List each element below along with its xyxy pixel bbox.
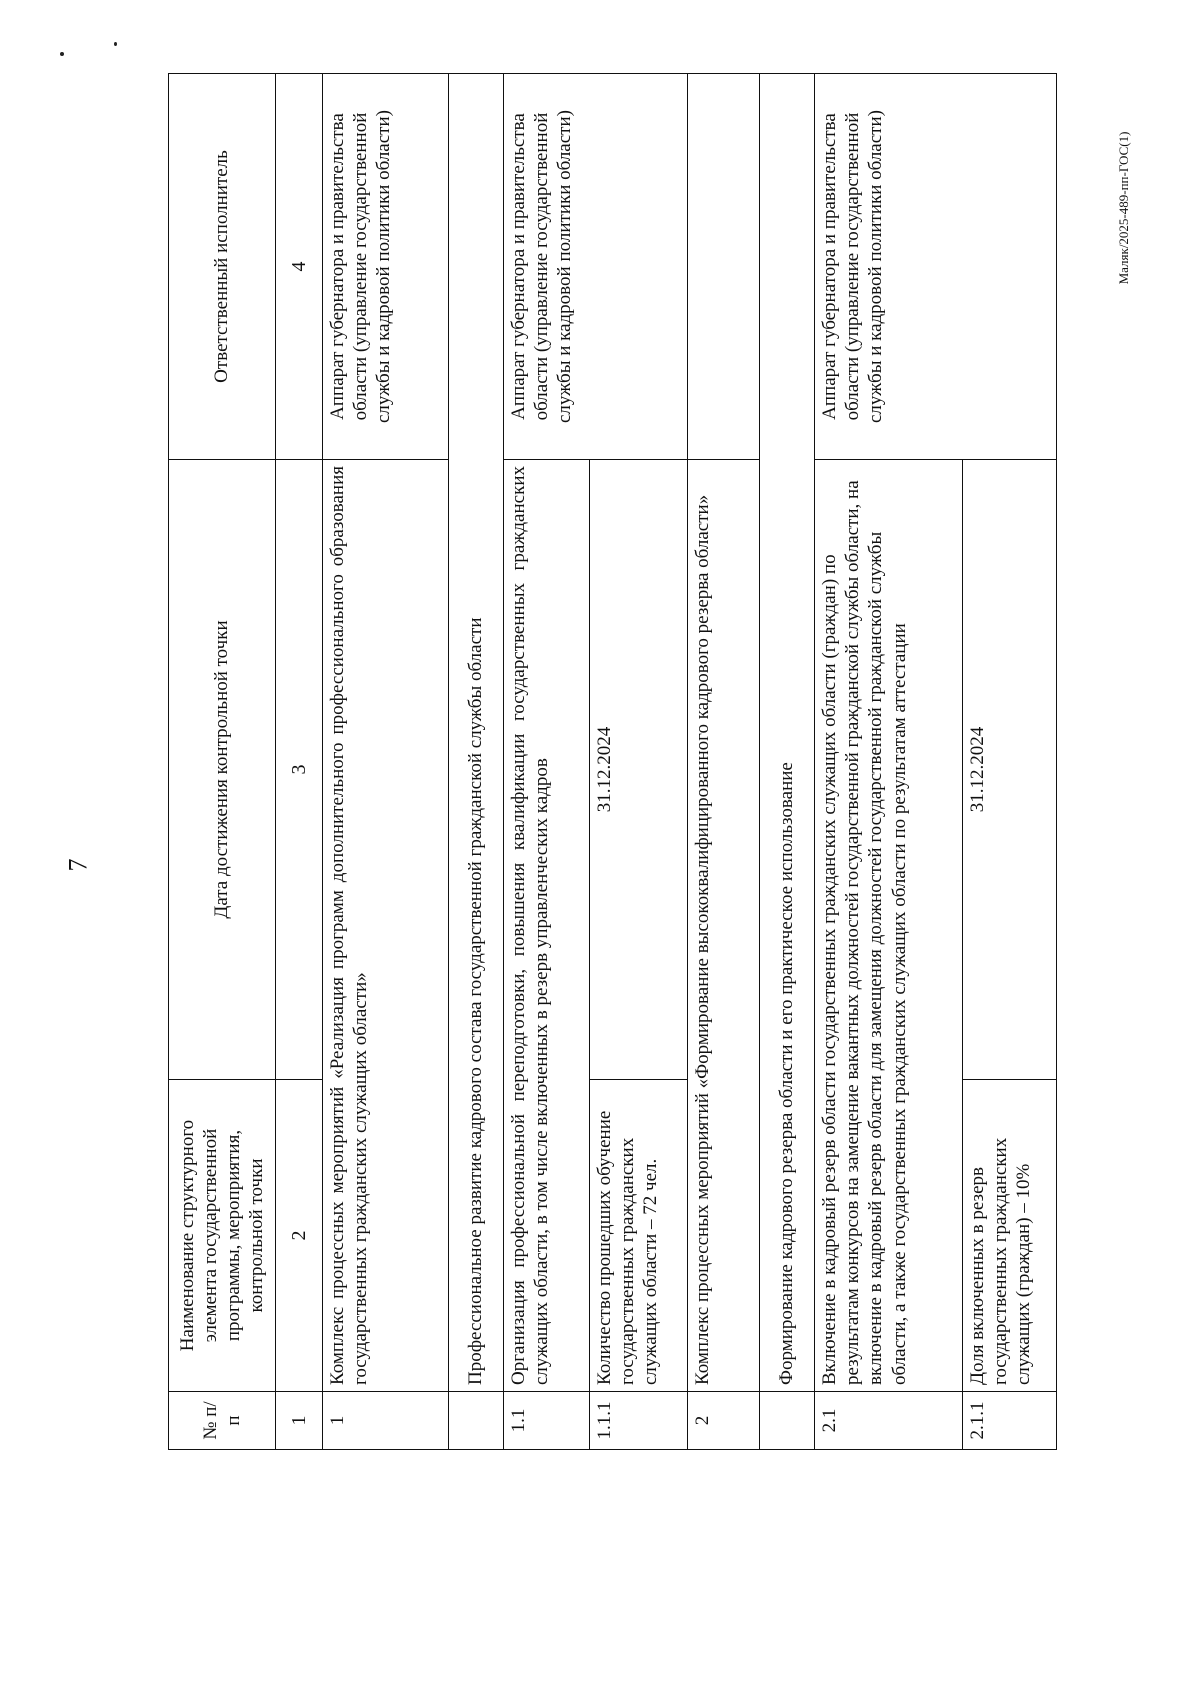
row-text: Включение в кадровый резерв области государственных гражданских служащих области (граждан) по результатам конкурсов на замещение вакантных должностей государственной гражданской службы области, на включение в кадровый резерв области для замещения должностей государственной гражданской службы области, а также государственных гражданских служащих области по результатам аттестации [815, 460, 963, 1392]
table-row [815, 74, 963, 1450]
row-executor-empty [688, 74, 760, 460]
header-num: № п/п [169, 1392, 276, 1450]
scan-speck [114, 42, 117, 46]
section-row [449, 74, 504, 1450]
control-points-table [168, 73, 1057, 1450]
section-title: Формирование кадрового резерва области и его практическое использование [760, 74, 815, 1392]
row-executor: Аппарат губернатора и правительства области (управление государственной службы и кадровой политики области) [504, 74, 688, 460]
column-number: 3 [276, 460, 323, 1080]
column-number: 1 [276, 1392, 323, 1450]
table-row [504, 74, 590, 1450]
section-empty-cell [760, 1392, 815, 1450]
page-number: 7 [63, 858, 93, 872]
row-number: 1.1 [504, 1392, 590, 1450]
row-number: 1 [323, 1392, 449, 1450]
row-number: 2.1.1 [963, 1392, 1057, 1450]
column-numbers-row [276, 74, 323, 1450]
row-executor: Аппарат губернатора и правительства области (управление государственной службы и кадровой политики области) [815, 74, 1057, 460]
scan-speck [60, 52, 64, 56]
column-number: 4 [276, 74, 323, 460]
row-number: 2 [688, 1392, 760, 1450]
control-point-date: 31.12.2024 [963, 460, 1057, 1080]
row-number: 1.1.1 [590, 1392, 688, 1450]
document-code-text: Маляк/2025-489-пп-ГОС(1) [1116, 131, 1131, 285]
section-row [760, 74, 815, 1450]
control-points-table-rotated [168, 74, 1035, 1450]
control-point-name: Доля включенных в резерв государственных гражданских служащих (граждан) – 10% [963, 1080, 1057, 1392]
table-header-row [169, 74, 276, 1450]
control-point-name: Количество прошедших обучение государственных гражданских служащих области – 72 чел. [590, 1080, 688, 1392]
table-row [688, 74, 760, 1450]
control-point-date: 31.12.2024 [590, 460, 688, 1080]
section-empty-cell [449, 1392, 504, 1450]
column-number: 2 [276, 1080, 323, 1392]
header-executor: Ответственный исполнитель [169, 74, 276, 460]
table-row [323, 74, 449, 1450]
header-date: Дата достижения контрольной точки [169, 460, 276, 1080]
header-name: Наименование структурного элемента государственной программы, мероприятия, контрольной точки [169, 1080, 276, 1392]
row-number: 2.1 [815, 1392, 963, 1450]
row-text: Комплекс процессных мероприятий «Формирование высококвалифицированного кадрового резерва области» [688, 460, 760, 1392]
row-executor: Аппарат губернатора и правительства области (управление государственной службы и кадровой политики области) [323, 74, 449, 460]
row-text: Организация профессиональной переподготовки, повышения квалификации государственных гражданских служащих области, в том числе включенных в резерв управленческих кадров [504, 460, 590, 1392]
row-text: Комплекс процессных мероприятий «Реализация программ дополнительного профессионального образования государственных гражданских служащих области» [323, 460, 449, 1392]
section-title: Профессиональное развитие кадрового состава государственной гражданской службы области [449, 74, 504, 1392]
